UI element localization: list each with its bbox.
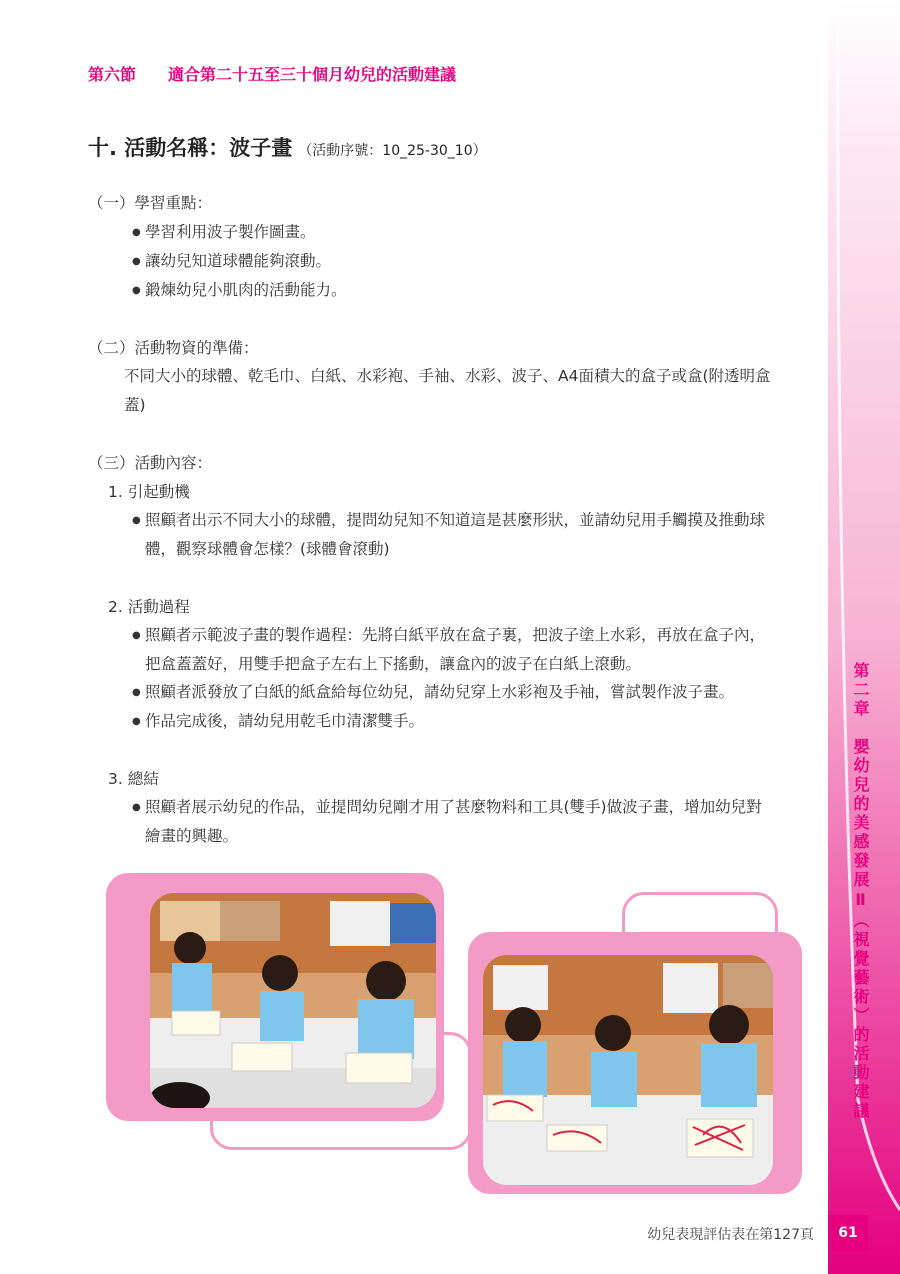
- step2-bullet: ● 照顧者示範波子畫的製作過程：先將白紙平放在盒子裏，把波子塗上水彩，再放在盒子內，: [145, 621, 765, 650]
- step3-bullet: ● 照顧者展示幼兒的作品，並提問幼兒剛才用了甚麼物料和工具(雙手)做波子畫，增加幼兒對: [145, 793, 762, 822]
- activity-photo-right: [483, 955, 773, 1185]
- content-heading: （三）活動內容：: [88, 454, 213, 472]
- step2-bullet-cont: 把盒蓋蓋好，用雙手把盒子左右上下搖動，讓盒內的波子在白紙上滾動。: [145, 655, 642, 673]
- activity-title: [88, 132, 487, 162]
- step3-bullet-cont: 繪畫的興趣。: [145, 827, 239, 845]
- step3-title: 3. 總結: [108, 770, 159, 788]
- step2-bullet: ● 照顧者派發放了白紙的紙盒給每位幼兒，請幼兒穿上水彩袍及手袖，嘗試製作波子畫。: [145, 678, 734, 707]
- learning-heading: （一）學習重點：: [88, 194, 213, 212]
- activity-name: 十. 活動名稱：波子畫: [88, 136, 293, 160]
- learning-point: ● 學習利用波子製作圖畫。: [145, 218, 316, 247]
- page-number: 61: [828, 1215, 868, 1251]
- activity-photo-left: [150, 893, 436, 1108]
- step1-bullet-cont: 體，觀察球體會怎樣？(球體會滾動): [145, 540, 390, 558]
- activity-code: （活動序號：10_25-30_10）: [298, 143, 487, 159]
- learning-point: ● 鍛煉幼兒小肌肉的活動能力。: [145, 276, 347, 305]
- step1-title: 1. 引起動機: [108, 483, 190, 501]
- section-header: [88, 62, 488, 85]
- assessment-note: 幼兒表現評估表在第127頁: [647, 1227, 814, 1243]
- step2-title: 2. 活動過程: [108, 598, 190, 616]
- step1-bullet: ● 照顧者出示不同大小的球體，提問幼兒知不知道這是甚麼形狀，並請幼兒用手觸摸及推動球: [145, 506, 765, 535]
- materials-line1: 不同大小的球體、乾毛巾、白紙、水彩袍、手袖、水彩、波子、A4面積大的盒子或盒(附透明盒: [124, 367, 771, 385]
- materials-heading: （二）活動物資的準備：: [88, 339, 259, 357]
- chapter-title-vertical: 第二章 嬰幼兒的美感發展Ⅱ（視覺藝術）的活動建議: [851, 662, 870, 1121]
- materials-line2: 蓋): [124, 396, 146, 414]
- learning-point: ● 讓幼兒知道球體能夠滾動。: [145, 247, 331, 276]
- section-title: 適合第二十五至三十個月幼兒的活動建議: [168, 65, 457, 84]
- section-label: 第六節: [88, 65, 137, 84]
- step2-bullet: ● 作品完成後，請幼兒用乾毛巾清潔雙手。: [145, 707, 424, 736]
